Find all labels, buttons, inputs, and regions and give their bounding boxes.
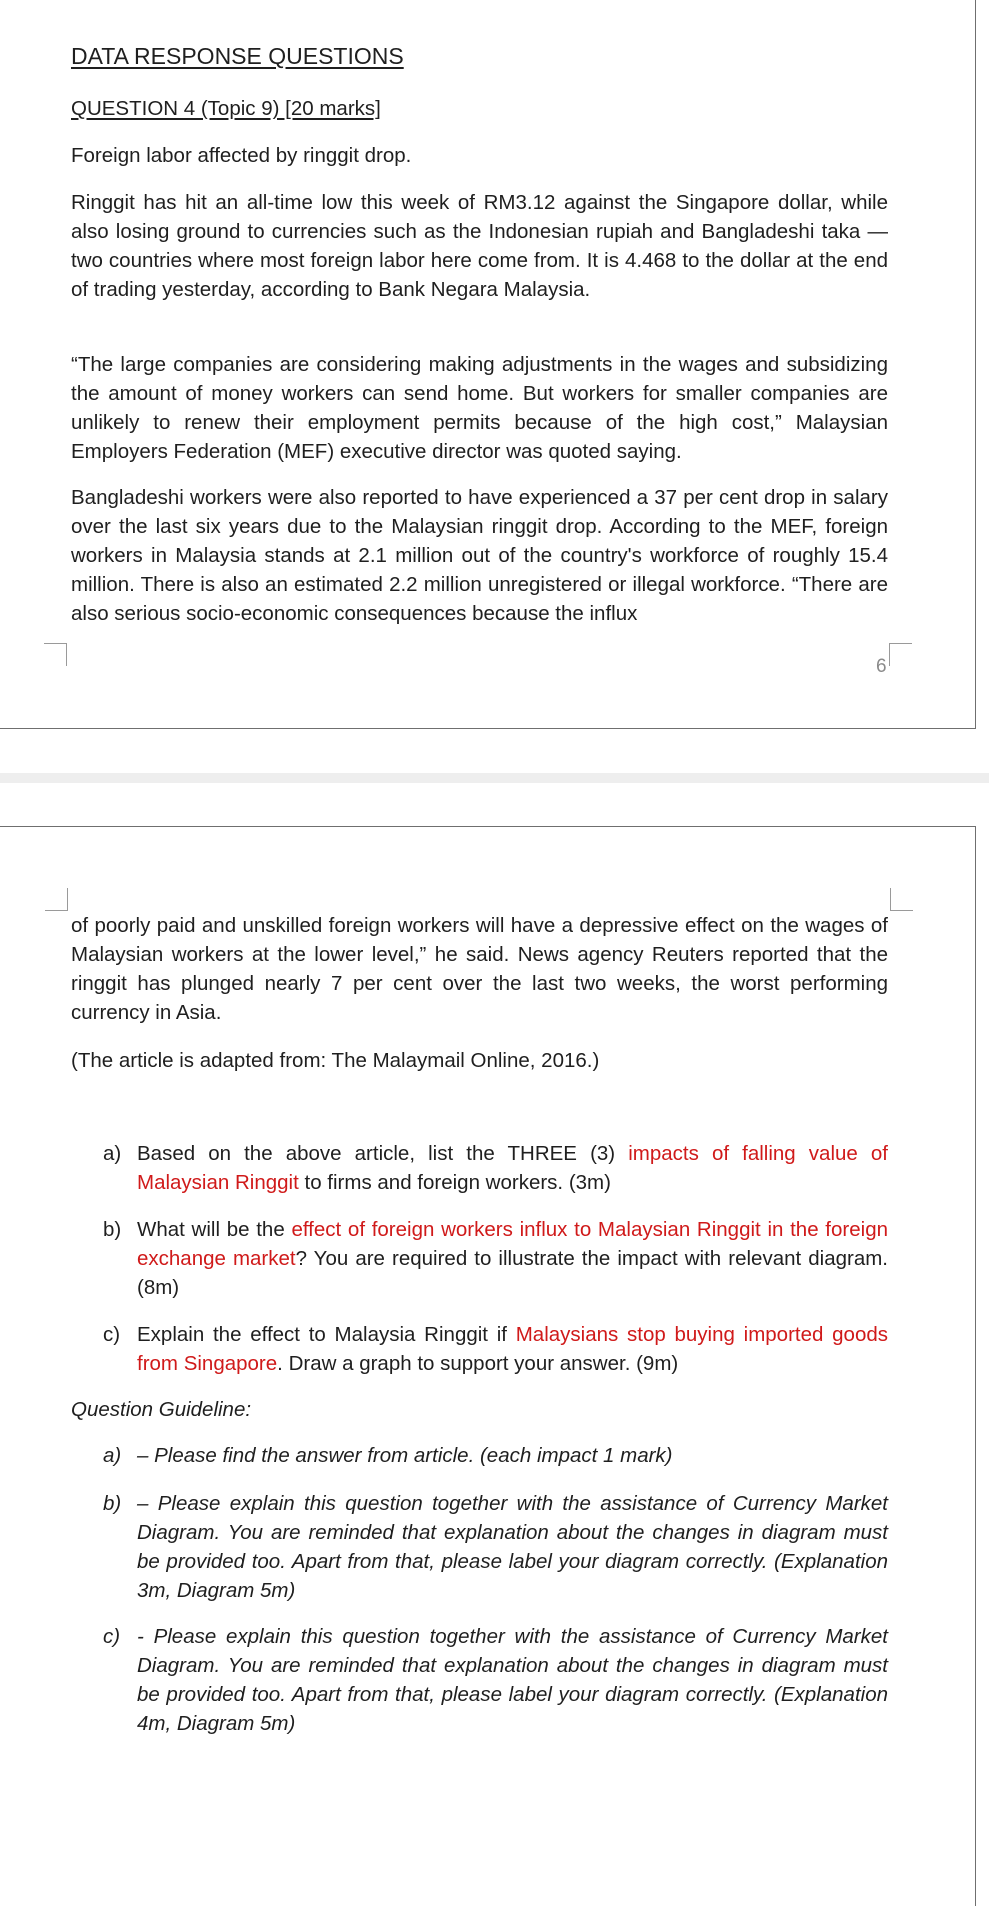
guideline-text: - Please explain this question together with the assistance of Currency Market Diagram. You are reminded that explanation about the changes in diagram must be provided too. Apart from that, please label your diagram correctly. (Explanation 4m, Diagram 5m) [137,1625,888,1735]
main-heading: DATA RESPONSE QUESTIONS [71,43,404,69]
article-paragraph-continued: of poorly paid and unskilled foreign workers will have a depressive effect on the wages of Malaysian workers at the lower level,” he said. News agency Reuters reported that the ringgit has plunged nearly 7 per cent over the last two weeks, the worst performing currency in Asia. [71,914,888,1024]
article-title: Foreign labor affected by ringgit drop. [71,144,412,167]
question-highlight: effect of foreign workers influx to Malaysian Ringgit in the foreign exchange market [137,1218,888,1270]
page-number: 6 [876,656,887,677]
document-page-1 [0,0,976,729]
question-text: What will be the [137,1218,292,1241]
article-paragraph-2: “The large companies are considering making adjustments in the wages and subsidizing the amount of money workers can send home. But workers for smaller companies are unlikely to renew their employment permits because of the high cost,” Malaysian Employers Federation (MEF) executive director was quoted saying. [71,353,888,463]
guideline-text: – Please find the answer from article. (each impact 1 mark) [137,1444,673,1467]
article-source: (The article is adapted from: The Malaymail Online, 2016.) [71,1049,600,1072]
question-text-end: to firms and foreign workers. (3m) [298,1171,611,1194]
margin-mark-bottom-left [44,643,67,666]
guideline-label: c) [103,1625,121,1648]
margin-mark-bottom-right [889,643,912,666]
question-label: b) [103,1218,122,1241]
question-text-end: ? You are required to illustrate the impact with relevant diagram. (8m) [137,1247,888,1299]
question-label: a) [103,1142,122,1165]
question-label: c) [103,1323,121,1346]
guideline-label: a) [103,1444,122,1467]
question-highlight: Malaysians stop buying imported goods from Singapore [137,1323,889,1375]
question-text-end: . Draw a graph to support your answer. (9m) [277,1352,679,1375]
guideline-heading: Question Guideline: [71,1398,252,1421]
question-text: Explain the effect to Malaysia Ringgit if [137,1323,516,1346]
question-title: QUESTION 4 (Topic 9) [20 marks] [71,97,381,120]
guideline-text: – Please explain this question together with the assistance of Currency Market Diagram. You are reminded that explanation about the changes in diagram must be provided too. Apart from that, please label your diagram correctly. (Explanation 3m, Diagram 5m) [137,1492,888,1602]
question-highlight: impacts of falling value of Malaysian Ringgit [137,1142,888,1194]
question-text: Based on the above article, list the THREE (3) [137,1142,629,1165]
page-separator [0,773,989,783]
margin-mark-top-right [890,888,913,911]
document-page-2 [0,826,976,1906]
article-paragraph-1: Ringgit has hit an all-time low this week of RM3.12 against the Singapore dollar, while also losing ground to currencies such as the Indonesian rupiah and Bangladeshi taka — two countries where most foreign labor here come from. It is 4.468 to the dollar at the end of trading yesterday, according to Bank Negara Malaysia. [71,191,888,301]
article-paragraph-3: Bangladeshi workers were also reported to have experienced a 37 per cent drop in salary over the last six years due to the Malaysian ringgit drop. According to the MEF, foreign workers in Malaysia stands at 2.1 million out of the country's workforce of roughly 15.4 million. There is also an estimated 2.2 million unregistered or illegal workforce. “There are also serious socio-economic consequences because the influx [71,486,888,625]
guideline-label: b) [103,1492,122,1515]
margin-mark-top-left [45,888,68,911]
